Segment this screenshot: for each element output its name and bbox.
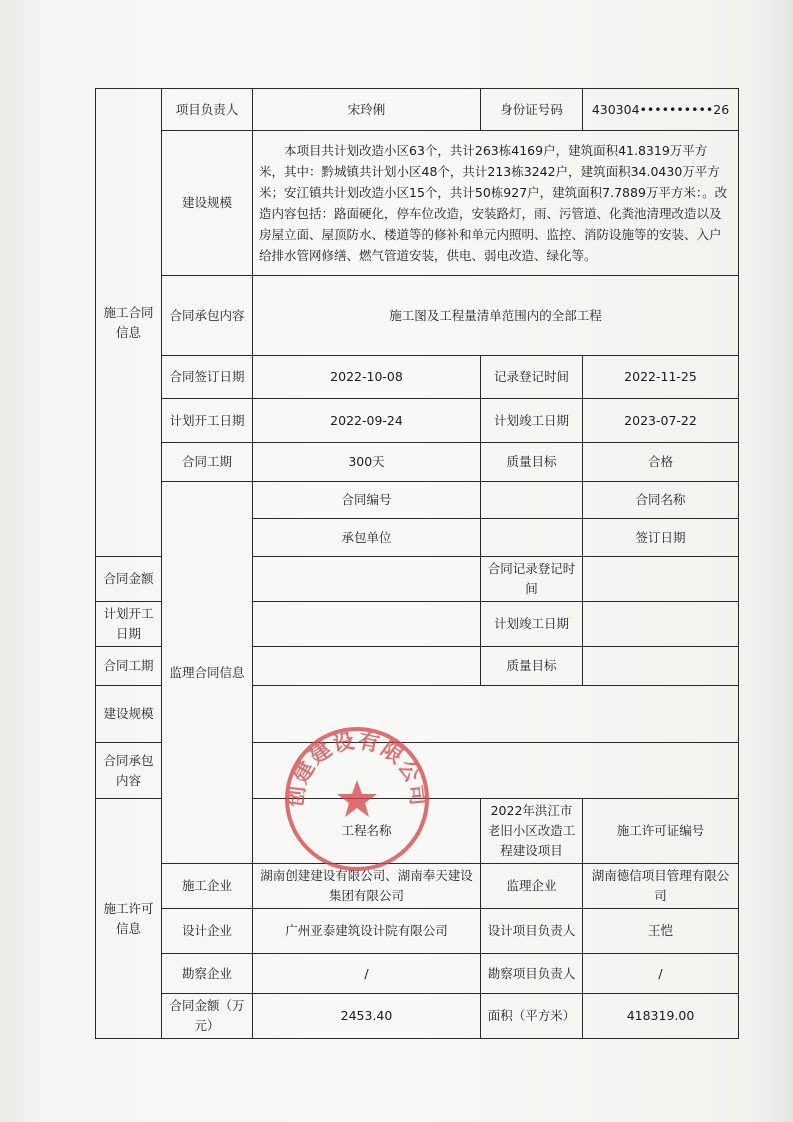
permit-constructor-label: 施工企业: [162, 864, 253, 909]
table-row: [96, 909, 739, 954]
svg-text:创建建设有限公司: 创建建设有限公司: [282, 727, 432, 809]
permit-survey-leader-value: /: [583, 954, 739, 994]
supervision-quality-value: [583, 647, 739, 686]
table-row: [96, 131, 739, 276]
project-leader-value: 宋玲俐: [253, 89, 481, 131]
supervision-amount-value: [253, 557, 481, 602]
contract-content-label: 合同承包内容: [162, 276, 253, 356]
sign-date-value: 2022-10-08: [253, 356, 481, 399]
id-number-value: 430304••••••••••26: [583, 89, 739, 131]
permit-amount-value: 2453.40: [253, 994, 481, 1039]
construction-scale-label: 建设规模: [162, 131, 253, 276]
table-row: [96, 994, 739, 1039]
permit-constructor-value: 湖南创建建设有限公司、湖南奉天建设集团有限公司: [253, 864, 481, 909]
permit-survey-label: 勘察企业: [162, 954, 253, 994]
record-time-value: 2022-11-25: [583, 356, 739, 399]
id-number-label: 身份证号码: [481, 89, 583, 131]
quality-label: 质量目标: [481, 443, 583, 482]
record-time-label: 记录登记时间: [481, 356, 583, 399]
supervision-record-label: 合同记录登记时间: [481, 557, 583, 602]
table-row: [96, 864, 739, 909]
plan-end-value: 2023-07-22: [583, 399, 739, 443]
permit-supervisor-value: 湖南德信项目管理有限公司: [583, 864, 739, 909]
sign-date-label: 合同签订日期: [162, 356, 253, 399]
supervision-plan-end-label: 计划竣工日期: [481, 602, 583, 647]
permit-design-leader-label: 设计项目负责人: [481, 909, 583, 954]
quality-value: 合格: [583, 443, 739, 482]
permit-area-label: 面积（平方米）: [481, 994, 583, 1039]
permit-design-value: 广州亚泰建筑设计院有限公司: [253, 909, 481, 954]
table-row: [96, 954, 739, 994]
construction-contract-section-label: 施工合同信息: [96, 89, 162, 557]
plan-start-value: 2022-09-24: [253, 399, 481, 443]
table-row: [96, 89, 739, 131]
project-leader-label: 项目负责人: [162, 89, 253, 131]
supervision-duration-value: [253, 647, 481, 686]
permit-area-value: 418319.00: [583, 994, 739, 1039]
plan-start-label: 计划开工日期: [162, 399, 253, 443]
supervision-quality-label: 质量目标: [481, 647, 583, 686]
project-info-table: [95, 88, 739, 1039]
construction-scale-value: 本项目共计划改造小区63个，共计263栋4169户，建筑面积41.8319万平方米，其中：黔城镇共计划小区48个，共计213栋3242户，建筑面积34.0430万平方米；安江镇共计划改造小区15个，共计50栋927户，建筑面积7.7889万平方米：。改造内容包括：路面硬化，停车位改造，安装路灯，雨、污管道、化粪池清理改造以及房屋立面、屋顶防水、楼道等的修补和单元内照明、监控、消防设施等的安装、入户给排水管网修缮、燃气管道安装，供电、弱电改造、绿化等。: [253, 131, 739, 276]
table-row: [96, 482, 739, 519]
permit-amount-label: 合同金额（万元）: [162, 994, 253, 1039]
duration-value: 300天: [253, 443, 481, 482]
permit-supervisor-label: 监理企业: [481, 864, 583, 909]
plan-end-label: 计划竣工日期: [481, 399, 583, 443]
supervision-record-value: [583, 557, 739, 602]
permit-section-label: 施工许可信息: [96, 799, 162, 1039]
table-row: [96, 443, 739, 482]
permit-project-name-value: 2022年洪江市老旧小区改造工程建设项目: [481, 799, 583, 864]
permit-survey-leader-label: 勘察项目负责人: [481, 954, 583, 994]
supervision-scale-value: [253, 686, 739, 743]
supervision-content-label: 合同承包内容: [96, 743, 162, 799]
contract-content-value: 施工图及工程量清单范围内的全部工程: [253, 276, 739, 356]
supervision-contract-no-label: 合同编号: [253, 482, 481, 519]
supervision-contractor-label: 承包单位: [253, 519, 481, 557]
permit-number-label: 施工许可证编号: [583, 799, 739, 864]
supervision-content-value: [253, 743, 739, 799]
table-row: [96, 276, 739, 356]
supervision-amount-label: 合同金额: [96, 557, 162, 602]
supervision-plan-start-label: 计划开工日期: [96, 602, 162, 647]
permit-design-label: 设计企业: [162, 909, 253, 954]
supervision-contract-name-label: 合同名称: [583, 482, 739, 519]
supervision-contract-no-value: [481, 482, 583, 519]
permit-survey-value: /: [253, 954, 481, 994]
supervision-scale-label: 建设规模: [96, 686, 162, 743]
table-row: [96, 399, 739, 443]
supervision-sign-date-label: 签订日期: [583, 519, 739, 557]
permit-project-name-label: 工程名称: [253, 799, 481, 864]
supervision-plan-start-value: [253, 602, 481, 647]
supervision-duration-label: 合同工期: [96, 647, 162, 686]
duration-label: 合同工期: [162, 443, 253, 482]
supervision-plan-end-value: [583, 602, 739, 647]
table-row: [96, 356, 739, 399]
supervision-contract-section-label: 监理合同信息: [162, 482, 253, 864]
permit-design-leader-value: 王恺: [583, 909, 739, 954]
supervision-contractor-value: [481, 519, 583, 557]
